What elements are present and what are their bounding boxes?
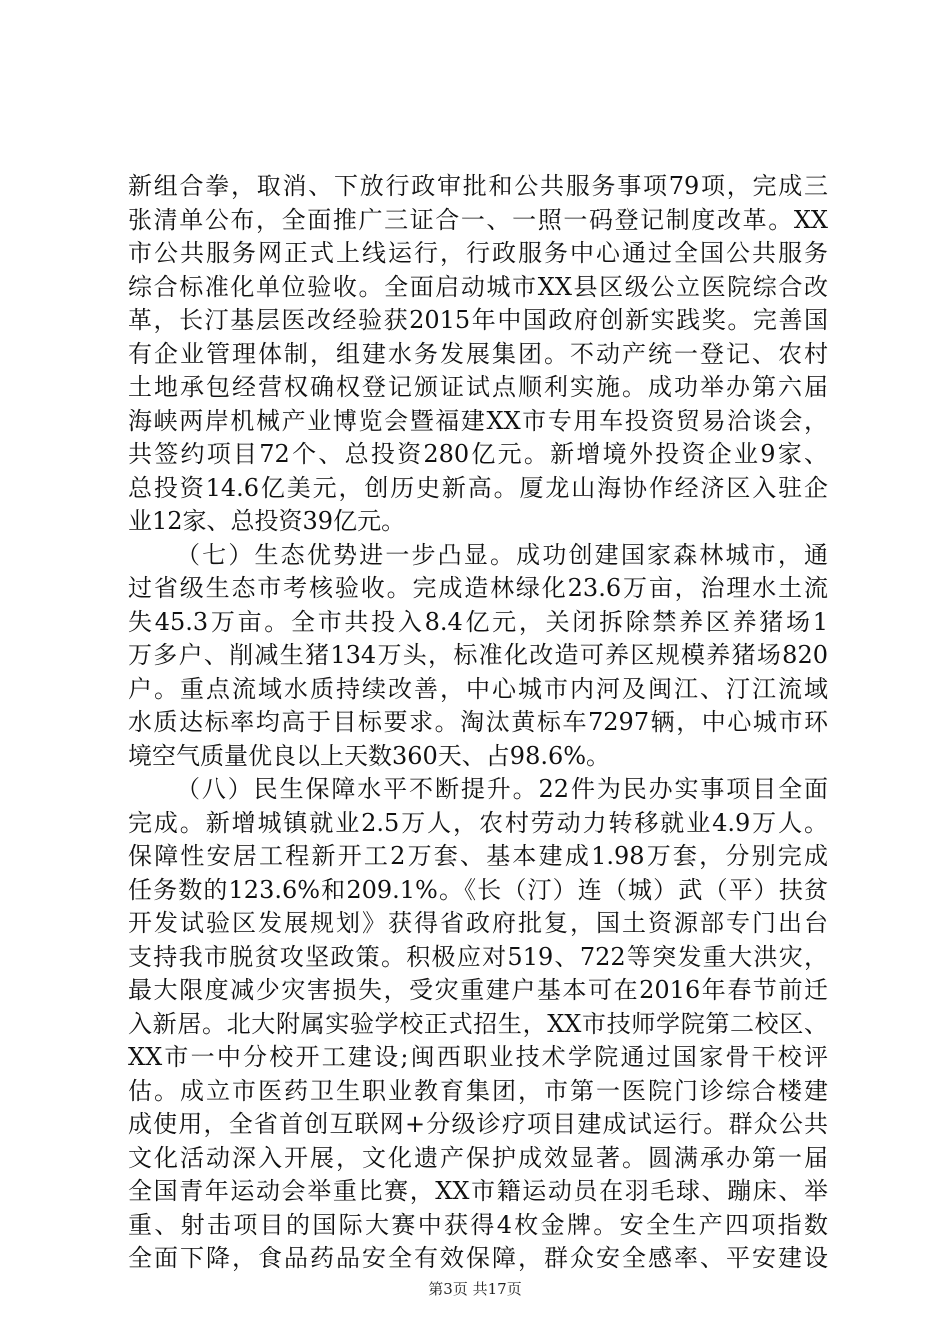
text-line: 成使用，全省首创互联网+分级诊疗项目建成试运行。群众公共 <box>128 1110 828 1138</box>
text-line: 估。成立市医药卫生职业教育集团，市第一医院门诊综合楼建 <box>128 1076 828 1105</box>
text-line: （八）民生保障水平不断提升。22件为民办实事项目全面 <box>176 775 828 803</box>
text-line: 市公共服务网正式上线运行，行政服务中心通过全国公共服务 <box>128 239 828 267</box>
text-line: 保障性安居工程新开工2万套、基本建成1.98万套，分别完成 <box>128 842 828 870</box>
text-line: 万多户、削减生猪134万头，标准化改造可养区规模养猪场820 <box>128 641 828 669</box>
text-line: 入新居。北大附属实验学校正式招生，XX市技师学院第二校区、 <box>128 1009 828 1038</box>
document-body <box>128 170 828 1276</box>
text-line: 共签约项目72个、总投资280亿元。新增境外投资企业9家、 <box>128 440 828 468</box>
text-line: 任务数的123.6%和209.1%。《长（汀）连（城）武（平）扶贫 <box>128 875 828 904</box>
text-line: 总投资14.6亿美元，创历史新高。厦龙山海协作经济区入驻企 <box>128 473 828 502</box>
text-line: 过省级生态市考核验收。完成造林绿化23.6万亩，治理水土流 <box>128 574 828 602</box>
text-line: 业12家、总投资39亿元。 <box>128 507 406 535</box>
text-line: 失45.3万亩。全市共投入8.4亿元，关闭拆除禁养区养猪场1 <box>128 607 828 636</box>
text-line: 完成。新增城镇就业2.5万人，农村劳动力转移就业4.9万人。 <box>128 808 828 837</box>
text-line: 全面下降，食品药品安全有效保障，群众安全感率、平安建设 <box>128 1244 828 1272</box>
text-line: 文化活动深入开展，文化遗产保护成效显著。圆满承办第一届 <box>128 1143 828 1172</box>
text-line: 综合标准化单位验收。全面启动城市XX县区级公立医院综合改 <box>128 272 828 301</box>
text-line: 重、射击项目的国际大赛中获得4枚金牌。安全生产四项指数 <box>128 1210 828 1239</box>
text-line: 全国青年运动会举重比赛，XX市籍运动员在羽毛球、蹦床、举 <box>128 1177 828 1205</box>
text-line: 水质达标率均高于目标要求。淘汰黄标车7297辆，中心城市环 <box>128 708 828 736</box>
text-line: 支持我市脱贫攻坚政策。积极应对519、722等突发重大洪灾， <box>128 942 828 971</box>
text-line: 土地承包经营权确权登记颁证试点顺利实施。成功举办第六届 <box>128 373 828 401</box>
text-line: 户。重点流域水质持续改善，中心城市内河及闽江、汀江流域 <box>128 674 828 703</box>
text-line: （七）生态优势进一步凸显。成功创建国家森林城市，通 <box>176 540 828 569</box>
text-line: XX市一中分校开工建设;闽西职业技术学院通过国家骨干校评 <box>128 1043 828 1071</box>
text-line: 开发试验区发展规划》获得省政府批复，国土资源部专门出台 <box>128 909 828 937</box>
text-line: 境空气质量优良以上天数360天、占98.6%。 <box>128 741 611 770</box>
text-line: 张清单公布，全面推广三证合一、一照一码登记制度改革。XX <box>128 205 828 234</box>
text-line: 最大限度减少灾害损失，受灾重建户基本可在2016年春节前迁 <box>128 976 828 1004</box>
text-line: 革，长汀基层医改经验获2015年中国政府创新实践奖。完善国 <box>128 306 828 334</box>
page-number-footer: 第3页 共17页 <box>428 1280 522 1298</box>
text-line: 新组合拳，取消、下放行政审批和公共服务事项79项，完成三 <box>128 172 828 200</box>
text-line: 有企业管理体制，组建水务发展集团。不动产统一登记、农村 <box>128 339 828 368</box>
text-line: 海峡两岸机械产业博览会暨福建XX市专用车投资贸易洽谈会， <box>128 406 828 435</box>
